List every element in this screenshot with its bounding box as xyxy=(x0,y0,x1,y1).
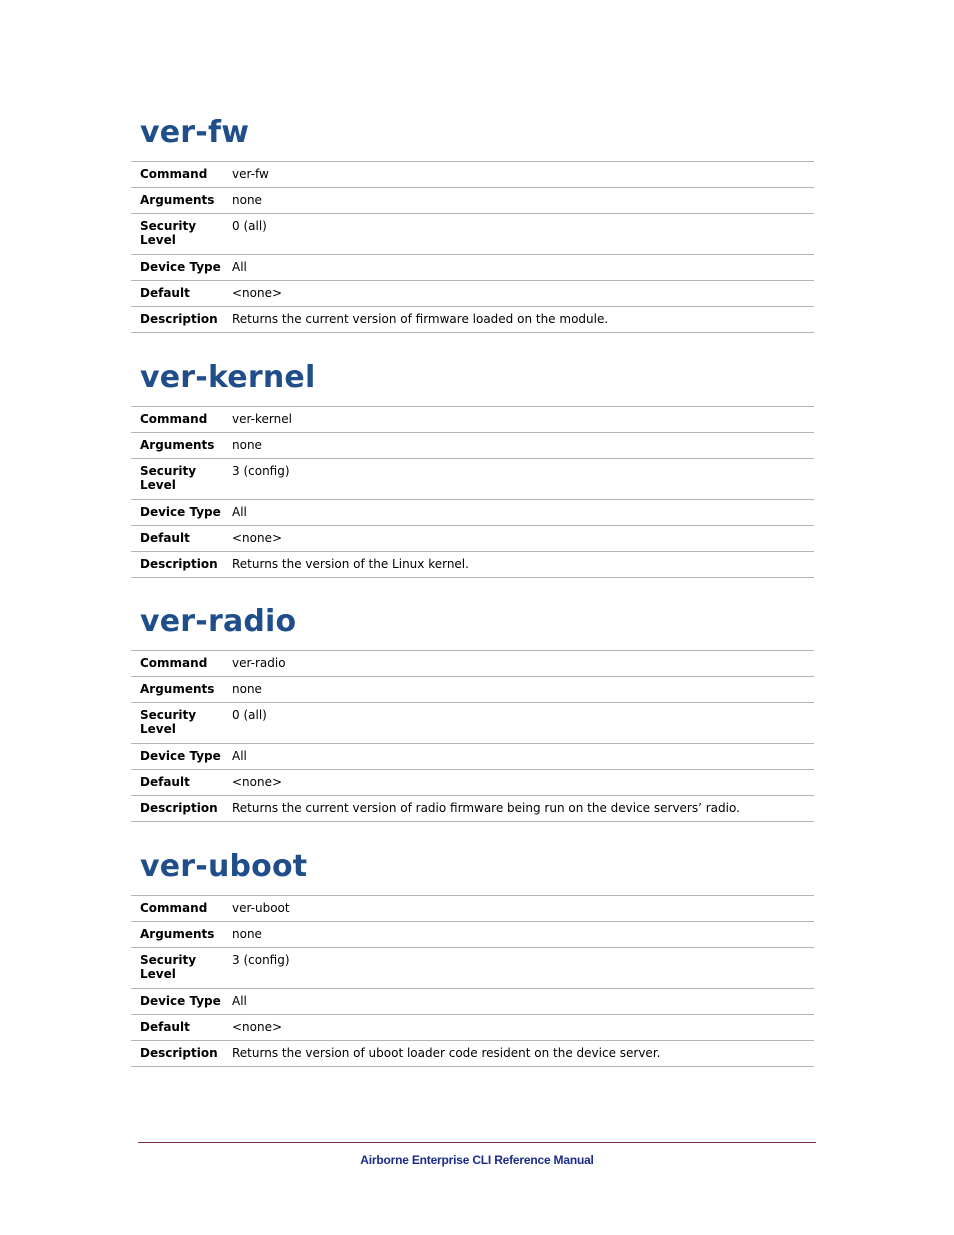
footer-title: Airborne Enterprise CLI Reference Manual xyxy=(360,1153,594,1167)
table-row xyxy=(131,500,814,526)
section-title: ver-uboot xyxy=(140,849,308,884)
row-label: Device Type xyxy=(131,989,232,1015)
command-table xyxy=(131,895,814,1067)
row-label: Default xyxy=(131,281,232,307)
row-label: Description xyxy=(131,796,232,822)
row-label: Security Level xyxy=(131,459,232,500)
table-row xyxy=(131,433,814,459)
section-ver-kernel xyxy=(131,355,814,571)
row-label: Arguments xyxy=(131,188,232,214)
row-value: ver-kernel xyxy=(232,407,814,433)
row-value: <none> xyxy=(232,770,814,796)
table-row xyxy=(131,896,814,922)
table-row xyxy=(131,407,814,433)
section-title: ver-kernel xyxy=(140,360,316,395)
row-label: Default xyxy=(131,770,232,796)
row-label: Command xyxy=(131,162,232,188)
row-value: All xyxy=(232,989,814,1015)
table-row xyxy=(131,162,814,188)
row-value: Returns the version of uboot loader code resident on the device server. xyxy=(232,1041,814,1067)
row-label: Arguments xyxy=(131,433,232,459)
row-label: Device Type xyxy=(131,744,232,770)
row-value: Returns the version of the Linux kernel. xyxy=(232,552,814,578)
row-label: Command xyxy=(131,407,232,433)
row-label: Command xyxy=(131,896,232,922)
table-row xyxy=(131,677,814,703)
row-value: All xyxy=(232,744,814,770)
table-row xyxy=(131,989,814,1015)
table-row xyxy=(131,744,814,770)
section-ver-fw xyxy=(131,110,814,326)
row-value: none xyxy=(232,677,814,703)
row-value: 0 (all) xyxy=(232,703,814,744)
table-row xyxy=(131,214,814,255)
section-title: ver-fw xyxy=(140,115,250,150)
footer-divider xyxy=(138,1142,816,1143)
row-label: Description xyxy=(131,1041,232,1067)
table-row xyxy=(131,526,814,552)
row-label: Command xyxy=(131,651,232,677)
row-value: <none> xyxy=(232,526,814,552)
row-label: Arguments xyxy=(131,922,232,948)
command-table xyxy=(131,161,814,333)
section-ver-radio xyxy=(131,599,814,815)
section-title: ver-radio xyxy=(140,604,297,639)
table-row xyxy=(131,1041,814,1067)
row-value: ver-radio xyxy=(232,651,814,677)
table-row xyxy=(131,307,814,333)
row-value: none xyxy=(232,188,814,214)
table-row xyxy=(131,948,814,989)
row-value: All xyxy=(232,255,814,281)
table-row xyxy=(131,1015,814,1041)
row-value: 3 (config) xyxy=(232,948,814,989)
row-value: none xyxy=(232,433,814,459)
row-value: none xyxy=(232,922,814,948)
command-table xyxy=(131,650,814,822)
table-row xyxy=(131,255,814,281)
row-value: ver-fw xyxy=(232,162,814,188)
row-value: 0 (all) xyxy=(232,214,814,255)
table-row xyxy=(131,188,814,214)
row-value: All xyxy=(232,500,814,526)
table-row xyxy=(131,459,814,500)
row-label: Default xyxy=(131,1015,232,1041)
table-row xyxy=(131,796,814,822)
row-value: <none> xyxy=(232,1015,814,1041)
table-row xyxy=(131,770,814,796)
row-value: 3 (config) xyxy=(232,459,814,500)
row-value: <none> xyxy=(232,281,814,307)
table-row xyxy=(131,703,814,744)
row-label: Security Level xyxy=(131,703,232,744)
table-row xyxy=(131,922,814,948)
row-label: Default xyxy=(131,526,232,552)
row-value: Returns the current version of radio firmware being run on the device servers’ radio. xyxy=(232,796,814,822)
table-row xyxy=(131,281,814,307)
row-label: Device Type xyxy=(131,255,232,281)
row-value: Returns the current version of firmware loaded on the module. xyxy=(232,307,814,333)
command-table xyxy=(131,406,814,578)
row-label: Security Level xyxy=(131,214,232,255)
table-row xyxy=(131,651,814,677)
row-label: Device Type xyxy=(131,500,232,526)
row-label: Description xyxy=(131,307,232,333)
table-row xyxy=(131,552,814,578)
row-label: Description xyxy=(131,552,232,578)
row-value: ver-uboot xyxy=(232,896,814,922)
row-label: Security Level xyxy=(131,948,232,989)
section-ver-uboot xyxy=(131,844,814,1060)
row-label: Arguments xyxy=(131,677,232,703)
